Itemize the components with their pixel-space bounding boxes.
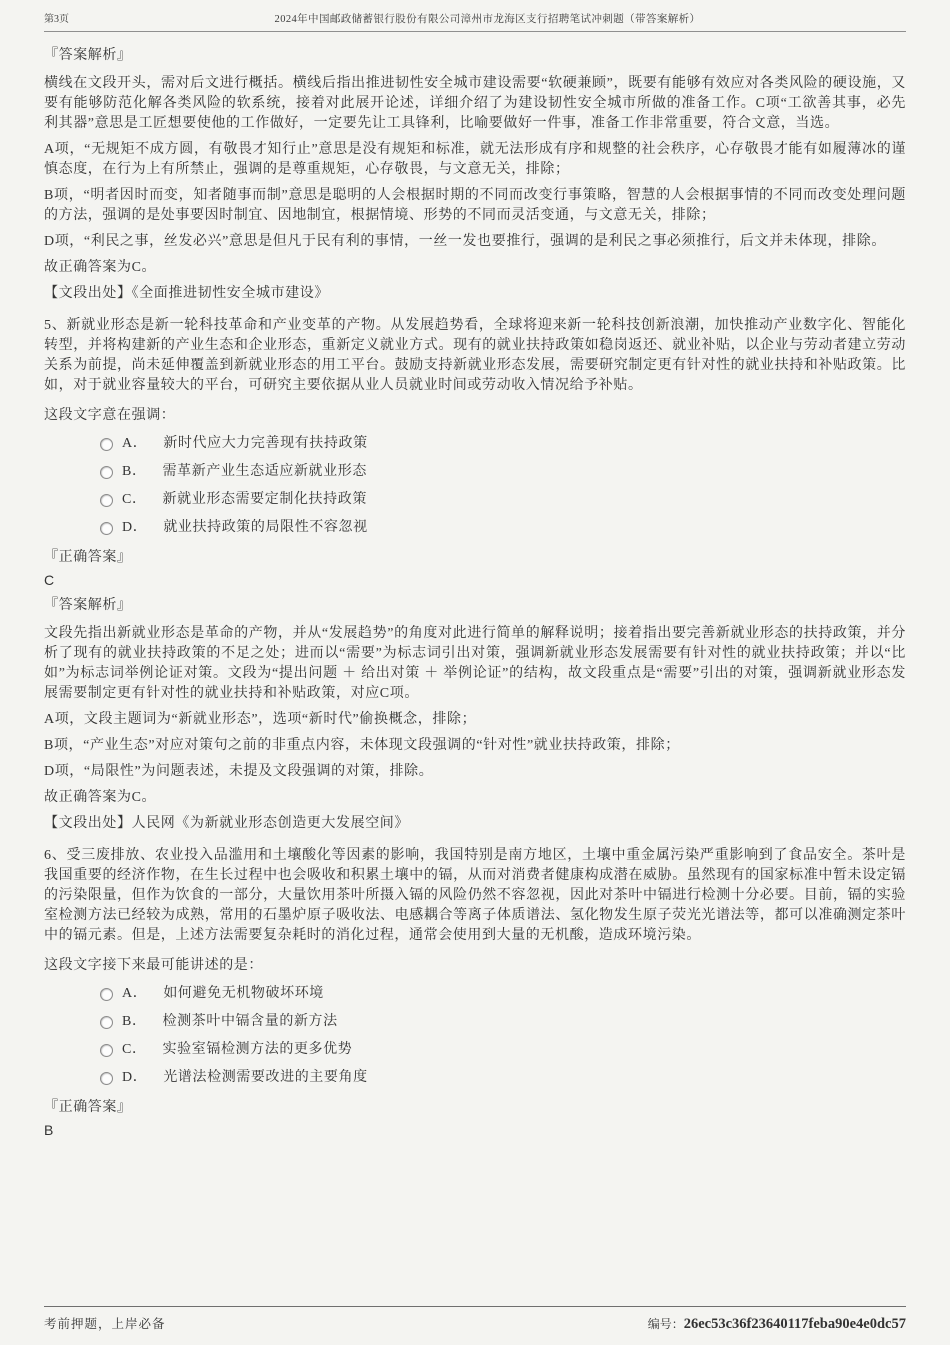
option-letter: D． [122, 1070, 148, 1085]
question-5 [44, 316, 906, 834]
option-text: 就业扶持政策的局限性不容忽视 [163, 520, 368, 535]
question-prompt: 这段文字意在强调： [44, 408, 176, 423]
option-letter: D． [122, 520, 148, 535]
option-letter: C． [122, 492, 147, 507]
option-text: 实验室镉检测方法的更多优势 [162, 1042, 353, 1057]
source-reference: 【文段出处】《全面推进韧性安全城市建设》 [44, 286, 329, 301]
option-text: 需革新产业生态适应新就业形态 [162, 464, 367, 479]
question6-option-c[interactable] [44, 1040, 906, 1060]
analysis-paragraph: A项，“无规矩不成方圆，有敬畏才知行止”意思是没有规矩和标准，就无法形成有序和规整的社会秩序，心存敬畏才能有如履薄冰的谨慎态度，在行为上有所禁止，强调的是尊重规矩，心存敬畏，与文意无关，排除； [44, 142, 906, 177]
radio-icon[interactable] [100, 988, 113, 1001]
document-title: 2024年中国邮政储蓄银行股份有限公司漳州市龙海区支行招聘笔试冲刺题（带答案解析） [274, 14, 701, 25]
radio-icon[interactable] [100, 1044, 113, 1057]
correct-answer-heading: 『正确答案』 [44, 550, 132, 565]
header-divider [44, 31, 906, 32]
radio-icon[interactable] [100, 522, 113, 535]
document-body [44, 46, 906, 1140]
radio-icon[interactable] [100, 1016, 113, 1029]
code-label: 编号： [647, 1317, 684, 1331]
option-text: 检测茶叶中镉含量的新方法 [162, 1014, 338, 1029]
radio-icon[interactable] [100, 494, 113, 507]
option-text: 新时代应大力完善现有扶持政策 [163, 436, 368, 451]
analysis-heading: 『答案解析』 [44, 598, 132, 613]
radio-icon[interactable] [100, 438, 113, 451]
footer-slogan: 考前押题，上岸必备 [44, 1317, 166, 1331]
code-value: 26ec53c36f23640117feba90e4e0dc57 [683, 1316, 906, 1332]
option-text: 新就业形态需要定制化扶持政策 [162, 492, 367, 507]
question5-option-a[interactable] [44, 434, 906, 454]
option-letter: B． [122, 464, 147, 479]
question-prompt: 这段文字接下来最可能讲述的是： [44, 958, 263, 973]
question6-option-a[interactable] [44, 984, 906, 1004]
correct-answer-value: C [44, 572, 55, 588]
question6-option-b[interactable] [44, 1012, 906, 1032]
page-number: 第3页 [44, 14, 69, 25]
analysis-paragraph: B项，“明者因时而变，知者随事而制”意思是聪明的人会根据时期的不同而改变行事策略，智慧的人会根据事情的不同而改变处理问题的方法，强调的是处事要因时制宜、因地制宜，根据情境、形势的不同而灵活变通，与文意无关，排除； [44, 188, 906, 223]
question5-option-b[interactable] [44, 462, 906, 482]
footer-row [44, 1314, 906, 1333]
option-text: 光谱法检测需要改进的主要角度 [163, 1070, 368, 1085]
analysis-paragraph: B项，“产业生态”对应对策句之前的非重点内容，未体现文段强调的“针对性”就业扶持政策，排除； [44, 738, 680, 753]
page-footer [44, 1306, 906, 1333]
question-5-options [44, 434, 906, 538]
question-6-options [44, 984, 906, 1088]
question6-option-d[interactable] [44, 1068, 906, 1088]
option-letter: C． [122, 1042, 147, 1057]
option-letter: A． [122, 436, 148, 451]
answer-statement: 故正确答案为C。 [44, 790, 157, 805]
correct-answer-value: B [44, 1122, 54, 1138]
option-letter: B． [122, 1014, 147, 1029]
analysis-paragraph: 横线在文段开头，需对后文进行概括。横线后指出推进韧性安全城市建设需要“软硬兼顾”，既要有能够有效应对各类风险的硬设施，又要有能够防范化解各类风险的软系统，接着对此展开论述，详细介绍了为建设韧性安全城市所做的准备工作。C项“工欲善其事，必先利其器”意思是工匠想要使他的工作做好，一定要先让工具锋利，比喻要做好一件事，准备工作非常重要，符合文意，当选。 [44, 76, 906, 131]
footer-divider [44, 1306, 906, 1307]
analysis-heading: 『答案解析』 [44, 48, 132, 63]
option-text: 如何避免无机物破坏环境 [163, 986, 324, 1001]
source-reference: 【文段出处】人民网《为新就业形态创造更大发展空间》 [44, 816, 409, 831]
question5-option-c[interactable] [44, 490, 906, 510]
option-letter: A． [122, 986, 148, 1001]
question5-option-d[interactable] [44, 518, 906, 538]
answer-analysis-section [44, 46, 906, 304]
analysis-paragraph: A项，文段主题词为“新就业形态”，选项“新时代”偷换概念，排除； [44, 712, 477, 727]
analysis-paragraph: D项，“局限性”为问题表述，未提及文段强调的对策，排除。 [44, 764, 434, 779]
analysis-paragraph: 文段先指出新就业形态是革命的产物，并从“发展趋势”的角度对此进行简单的解释说明；接着指出要完善新就业形态的扶持政策，并分析了现有的就业扶持政策的不足之处；进而以“需要”为标志词引出对策，强调新就业形态发展需要有针对性的就业扶持政策；并以“比如”为标志词举例论证对策。文段为“提出问题 ＋ 给出对策 ＋ 举例论证”的结构，故文段重点是“需要”引出的对策，强调新就业形态发展需要制定更有针对性的就业扶持和补贴政策，对应C项。 [44, 626, 906, 701]
analysis-paragraph: D项，“利民之事，丝发必兴”意思是但凡于民有利的事情，一丝一发也要推行，强调的是利民之事必须推行，后文并未体现，排除。 [44, 234, 886, 249]
radio-icon[interactable] [100, 466, 113, 479]
question-stem: 6、受三废排放、农业投入品滥用和土壤酸化等因素的影响，我国特别是南方地区，土壤中重金属污染严重影响到了食品安全。茶叶是我国重要的经济作物，在生长过程中也会吸收和积累土壤中的镉，从而对消费者健康构成潜在威胁。虽然现有的国家标准中暂未设定镉的污染限量，但作为饮食的一部分，大量饮用茶叶所摄入镉的风险仍然不容忽视，因此对茶叶中镉进行检测十分必要。目前，镉的实验室检测方法已经较为成熟，常用的石墨炉原子吸收法、电感耦合等离子体质谱法、氢化物发生原子荧光光谱法等，都可以准确测定茶叶中的镉元素。但是，上述方法需要复杂耗时的消化过程，通常会使用到大量的无机酸，造成环境污染。 [44, 848, 906, 943]
question-6 [44, 846, 906, 1140]
radio-icon[interactable] [100, 1072, 113, 1085]
page-header [44, 10, 906, 26]
question-stem: 5、新就业形态是新一轮科技革命和产业变革的产物。从发展趋势看，全球将迎来新一轮科技创新浪潮，加快推动产业数字化、智能化转型，并将构建新的产业生态和企业形态，重新定义就业方式。现有的就业扶持政策如稳岗返还、就业补贴，以企业与劳动者建立劳动关系为前提，尚未延伸覆盖到新就业形态的用工平台。鼓励支持新就业形态发展，需要研究制定更有针对性的就业扶持和补贴政策。比如，对于就业容量较大的平台，可研究主要依据从业人员就业时间或劳动收入情况给予补贴。 [44, 318, 906, 393]
document-code [648, 1315, 906, 1333]
answer-statement: 故正确答案为C。 [44, 260, 157, 275]
correct-answer-heading: 『正确答案』 [44, 1100, 132, 1115]
